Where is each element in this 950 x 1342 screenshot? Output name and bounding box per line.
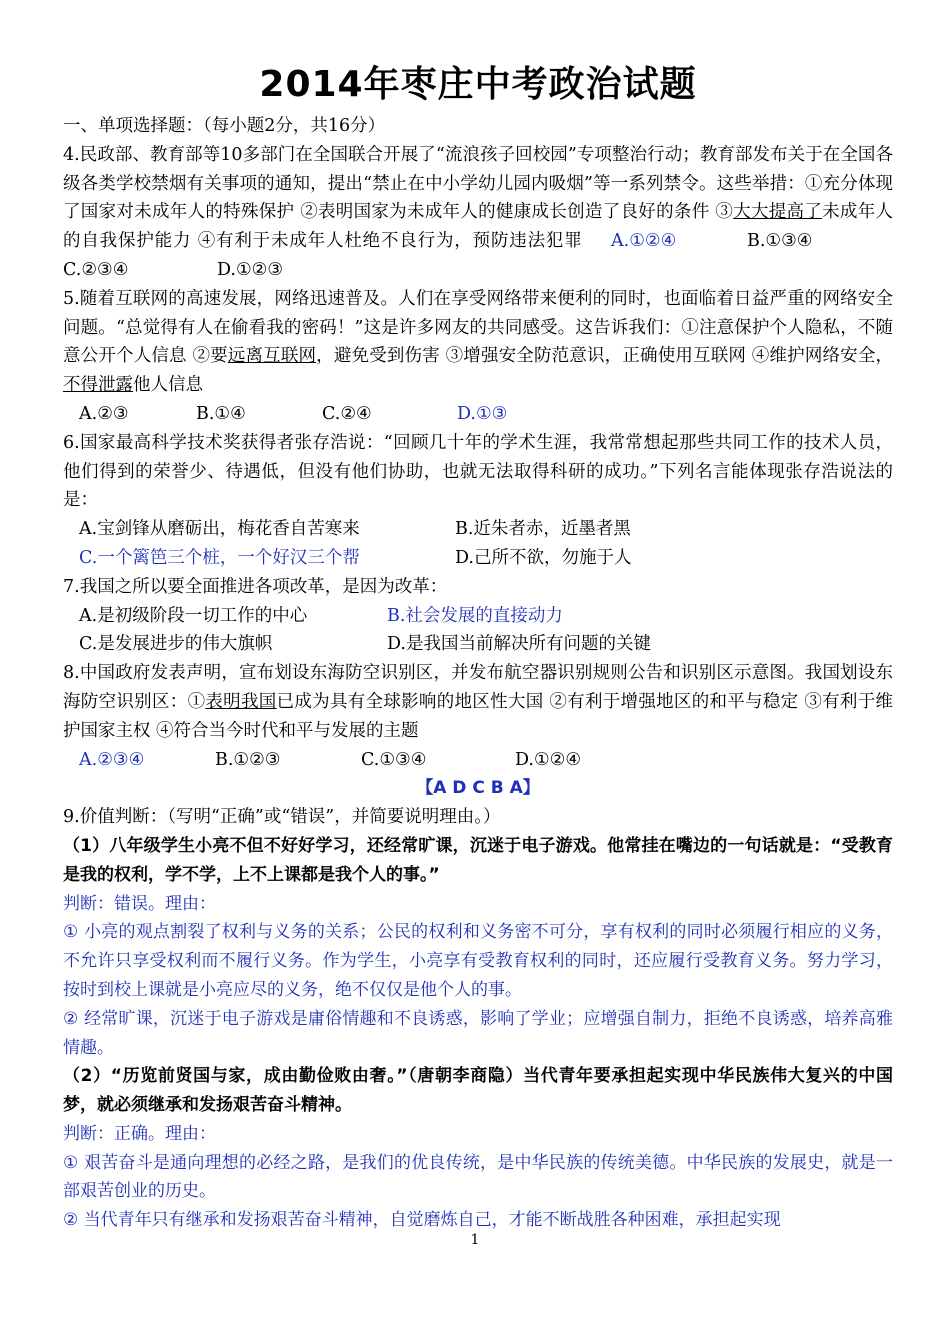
question-8-option-c: C.①③④ [361, 749, 427, 770]
question-4-option-b: B.①③④ [747, 231, 813, 252]
question-4-underlined: 大大提高了 [733, 202, 823, 223]
question-6-option-c: C.一个篱笆三个桩，一个好汉三个帮 [79, 547, 360, 568]
page-number: 1 [470, 1232, 480, 1248]
question-9-part-2-judgement: 判断：正确。理由： [63, 1123, 216, 1144]
question-9-part-1-reason-1: ① 小亮的观点割裂了权利与义务的关系；公民的权利和义务密不可分，享有权利的同时必须履行相应的义务，不允许只享受权利而不履行义务。作为学生，小亮享有受教育权利的同时，还应履行受教育义务。努力学习，按时到校上课就是小亮应尽的义务，绝不仅仅是他个人的事。 [63, 922, 893, 1000]
question-5-option-a: A.②③ [79, 403, 129, 424]
question-5-underlined-2: 不得泄露 [63, 375, 133, 396]
question-8-option-b: B.①②③ [215, 749, 281, 770]
question-7-options-row1 [63, 602, 893, 631]
question-8-underlined: 表明我国 [205, 691, 277, 712]
question-5-option-b: B.①④ [196, 403, 246, 424]
question-4-option-d: D.①②③ [217, 259, 284, 280]
question-5-stem: 5.随着互联网的高速发展，网络迅速普及。人们在享受网络带来便利的同时，也面临着日益严重的网络安全问题。“总觉得有人在偷看我的密码！”这是许多网友的共同感受。这告诉我们：①注意保护个人隐私，不随意公开个人信息 ②要 [63, 288, 893, 367]
answer-key: 【A D C B A】 [416, 778, 540, 799]
question-9-part-1-reason-2: ② 经常旷课，沉迷于电子游戏是庸俗情趣和不良诱惑，影响了学业；应增强自制力，拒绝不良诱惑，培养高雅情趣。 [63, 1008, 893, 1058]
question-9-stem: 9.价值判断：（写明“正确”或“错误”，并简要说明理由。） [63, 807, 501, 828]
question-6-options-row2 [63, 544, 893, 573]
question-7-stem: 7.我国之所以要全面推进各项改革，是因为改革： [63, 576, 448, 597]
question-6-stem: 6.国家最高科学技术奖获得者张存浩说：“回顾几十年的学术生涯，我常常想起那些共同工作的技术人员，他们得到的荣誉少、待遇低，但没有他们协助，也就无法取得科研的成功。”下列名言能体现张存浩说法的是： [63, 432, 893, 511]
question-8-stem: 8.中国政府发表声明，宣布划设东海防空识别区，并发布航空器识别规则公告和识别区示意图。我国划设东海防空识别区：① [63, 663, 893, 712]
question-9-part-2-reason-1: ① 艰苦奋斗是通向理想的必经之路，是我们的优良传统，是中华民族的传统美德。中华民族的发展史，就是一部艰苦创业的历史。 [63, 1152, 893, 1202]
question-6-option-b: B.近朱者赤，近墨者黑 [455, 519, 631, 540]
question-9-part-1: （1）八年级学生小亮不但不好好学习，还经常旷课，沉迷于电子游戏。他常挂在嘴边的一句话就是：“受教育是我的权利，学不学，上不上课都是我个人的事。” [63, 835, 893, 885]
question-7-option-a: A.是初级阶段一切工作的中心 [79, 605, 308, 626]
question-9-part-1-judgement: 判断：错误。理由： [63, 893, 216, 914]
question-8-stem-end: 已成为具有全球影响的地区性大国 ②有利于增强地区的和平与稳定 ③有利于维护国家主权 ④符合当今时代和平与发展的主题 [63, 691, 894, 741]
question-5-stem-end: 他人信息 [133, 375, 203, 396]
page-title: 2014年枣庄中考政治试题 [259, 64, 697, 105]
question-8-option-d: D.①②④ [515, 749, 582, 770]
question-5-option-c: C.②④ [322, 403, 372, 424]
question-5-stem-mid: ，避免受到伤害 ③增强安全防范意识，正确使用互联网 ④维护网络安全， [316, 346, 894, 367]
question-9-part-2-reason-2: ② 当代青年只有继承和发扬艰苦奋斗精神，自觉磨炼自己，才能不断战胜各种困难，承担起实现 [63, 1210, 781, 1231]
question-5-option-d: D.①③ [457, 403, 508, 424]
question-7-option-d: D.是我国当前解决所有问题的关键 [387, 634, 651, 655]
question-8-options [63, 746, 893, 775]
question-6-options-row1 [63, 515, 893, 544]
question-4-option-a: A.①②④ [611, 231, 677, 252]
question-6-option-a: A.宝剑锋从磨砺出，梅花香自苦寒来 [79, 519, 360, 540]
question-6-option-d: D.己所不欲，勿施于人 [455, 547, 632, 568]
document-page [63, 60, 893, 1235]
question-7-option-c: C.是发展进步的伟大旗帜 [79, 634, 273, 655]
question-5-options [63, 400, 893, 429]
question-5-underlined-1: 远离互联网 [227, 346, 317, 367]
question-4-stem: 4.民政部、教育部等10多部门在全国联合开展了“流浪孩子回校园”专项整治行动；教育部发布关于在全国各级各类学校禁烟有关事项的通知，提出“禁止在中小学幼儿园内吸烟”等一系列禁令。这些举措：①充分体现了国家对未成年人的特殊保护 ②表明国家为未成年人的健康成长创造了良好的条件 ③ [63, 144, 893, 223]
question-9-part-2: （2）“历览前贤国与家，成由勤俭败由奢。”（唐朝李商隐）当代青年要承担起实现中华民族伟大复兴的中国梦，就必须继承和发扬艰苦奋斗精神。 [63, 1066, 893, 1116]
question-4 [63, 141, 893, 285]
question-8-option-a: A.②③④ [79, 749, 145, 770]
question-7-options-row2 [63, 630, 893, 659]
section-heading: 一、单项选择题：（每小题2分，共16分） [63, 116, 386, 136]
question-8 [63, 659, 893, 745]
question-5 [63, 285, 893, 400]
question-4-option-c: C.②③④ [63, 259, 129, 280]
question-7-option-b: B.社会发展的直接动力 [387, 605, 563, 626]
question-4-stem-end: 未成年人的自我保护能力 ④有利于未成年人杜绝不良行为，预防违法犯罪 [63, 202, 894, 252]
